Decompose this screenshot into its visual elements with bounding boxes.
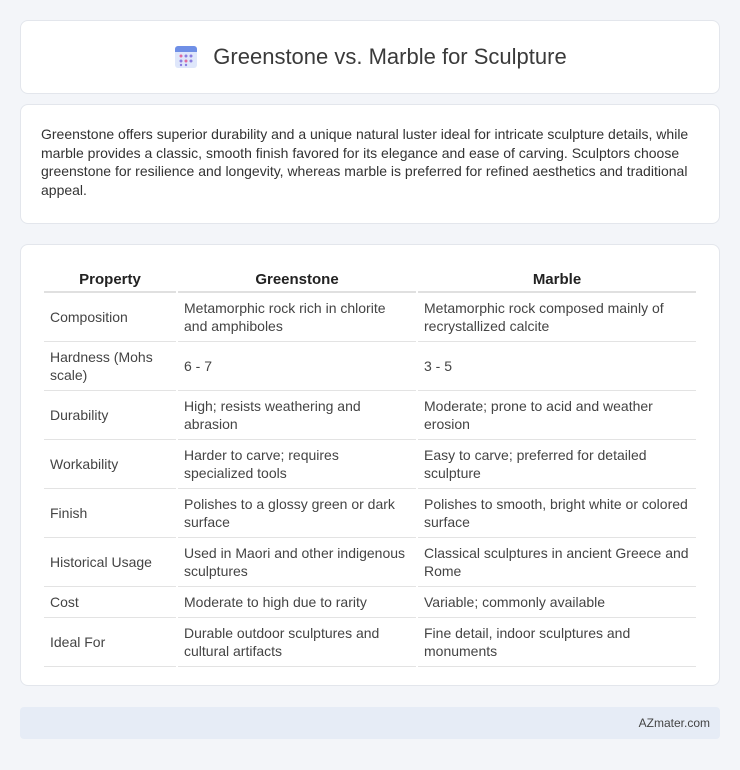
header-marble: Marble xyxy=(418,261,696,293)
intro-card xyxy=(20,104,720,224)
cell-property: Historical Usage xyxy=(44,538,176,587)
cell-property: Cost xyxy=(44,587,176,618)
cell-property: Workability xyxy=(44,440,176,489)
table-row xyxy=(44,618,696,667)
cell-greenstone: Metamorphic rock rich in chlorite and amphiboles xyxy=(178,293,416,342)
cell-marble: 3 - 5 xyxy=(418,342,696,391)
cell-greenstone: Moderate to high due to rarity xyxy=(178,587,416,618)
cell-property: Hardness (Mohs scale) xyxy=(44,342,176,391)
cell-marble: Variable; commonly available xyxy=(418,587,696,618)
footer xyxy=(20,707,720,739)
comparison-table-card xyxy=(20,244,720,686)
table-row xyxy=(44,293,696,342)
header-greenstone: Greenstone xyxy=(178,261,416,293)
cell-marble: Classical sculptures in ancient Greece and Rome xyxy=(418,538,696,587)
footer-brand: AZmater.com xyxy=(638,716,710,730)
cell-property: Finish xyxy=(44,489,176,538)
cell-marble: Easy to carve; preferred for detailed sculpture xyxy=(418,440,696,489)
page-title: Greenstone vs. Marble for Sculpture xyxy=(213,44,567,69)
cell-property: Ideal For xyxy=(44,618,176,667)
cell-property: Composition xyxy=(44,293,176,342)
cell-greenstone: Polishes to a glossy green or dark surface xyxy=(178,489,416,538)
table-row xyxy=(44,587,696,618)
cell-greenstone: Durable outdoor sculptures and cultural artifacts xyxy=(178,618,416,667)
table-row xyxy=(44,440,696,489)
cell-greenstone: Harder to carve; requires specialized tools xyxy=(178,440,416,489)
table-row xyxy=(44,489,696,538)
table-row xyxy=(44,391,696,440)
table-row xyxy=(44,342,696,391)
cell-greenstone: Used in Maori and other indigenous sculptures xyxy=(178,538,416,587)
cell-greenstone: 6 - 7 xyxy=(178,342,416,391)
cell-marble: Polishes to smooth, bright white or colored surface xyxy=(418,489,696,538)
cell-marble: Fine detail, indoor sculptures and monuments xyxy=(418,618,696,667)
table-row xyxy=(44,538,696,587)
cell-marble: Moderate; prone to acid and weather erosion xyxy=(418,391,696,440)
cell-marble: Metamorphic rock composed mainly of recrystallized calcite xyxy=(418,293,696,342)
cell-property: Durability xyxy=(44,391,176,440)
cell-greenstone: High; resists weathering and abrasion xyxy=(178,391,416,440)
header-property: Property xyxy=(44,261,176,293)
table-grid-icon xyxy=(173,44,199,70)
table-header-row xyxy=(44,261,696,293)
intro-text: Greenstone offers superior durability and a unique natural luster ideal for intricate sculpture details, while marble provides a classic, smooth finish favored for its elegance and ease of carving. Sculptors choose greenstone for resilience and longevity, whereas marble is preferred for refined aesthetics and traditional appeal. xyxy=(41,126,689,198)
comparison-table xyxy=(42,261,698,667)
title-card xyxy=(20,20,720,94)
